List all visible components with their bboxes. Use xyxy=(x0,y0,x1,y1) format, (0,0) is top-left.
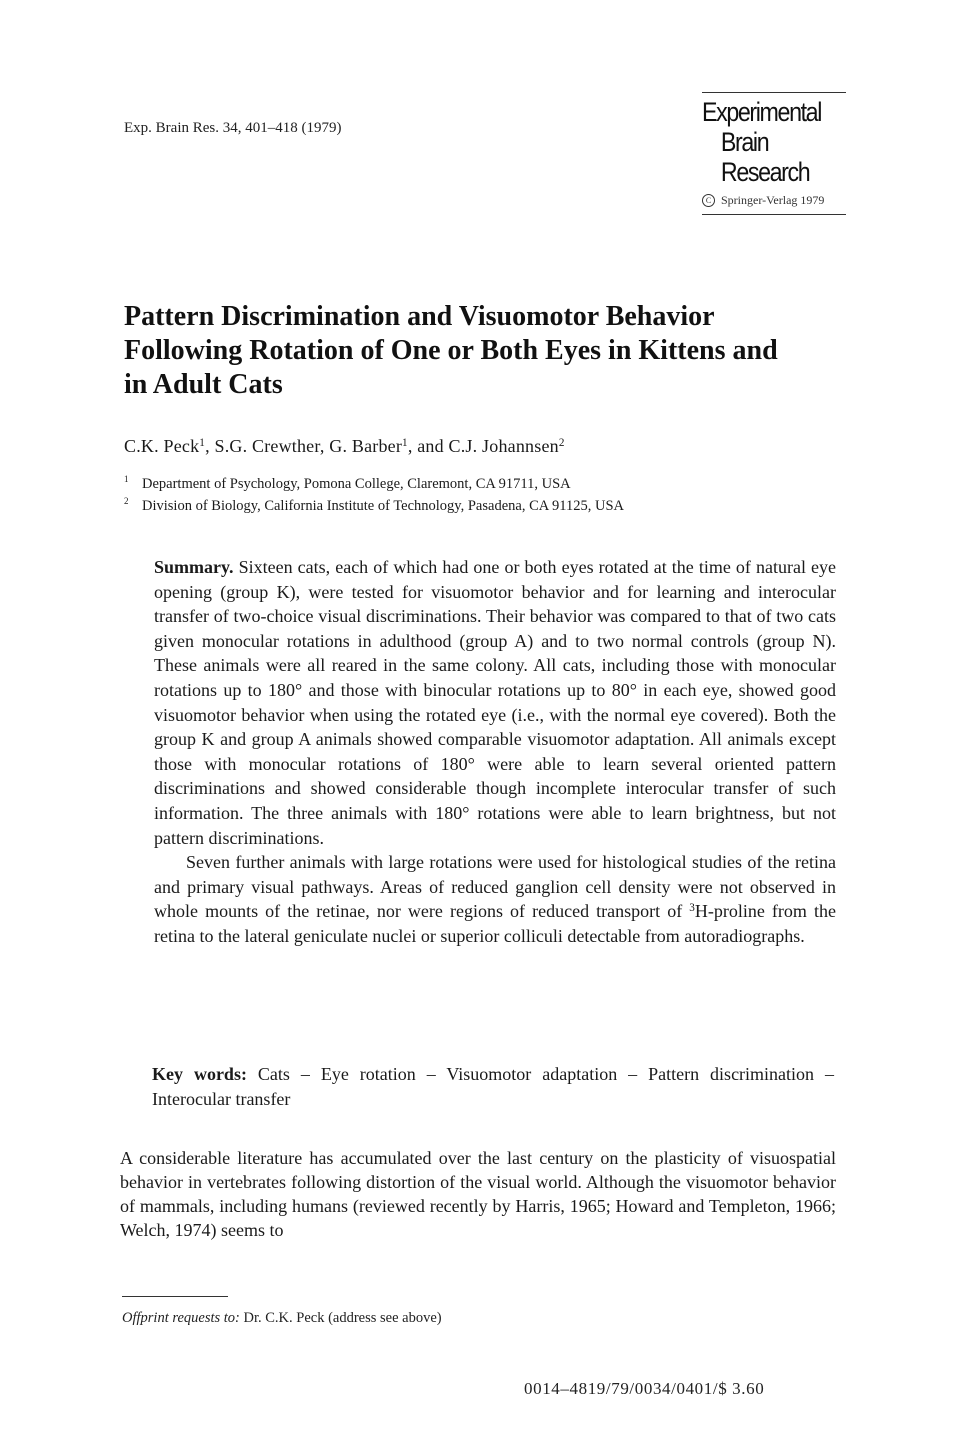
journal-name-line: Brain xyxy=(720,127,769,157)
author-list xyxy=(124,436,565,457)
title-line: in Adult Cats xyxy=(124,369,283,400)
copyright-line xyxy=(702,193,846,208)
isotope-superscript: 3 xyxy=(689,902,695,915)
journal-name-line: Experimental xyxy=(702,97,822,127)
author-name: C.J. Johannsen xyxy=(448,436,559,456)
footnote-rule xyxy=(122,1296,228,1297)
article-title xyxy=(124,300,864,402)
footnote-text: Dr. C.K. Peck (address see above) xyxy=(243,1310,442,1326)
affiliation-text: Department of Psychology, Pomona College, Claremont, CA 91711, USA xyxy=(142,476,571,492)
summary-text: Seven further animals with large rotations were used for histological studies of the retina and primary visual pathways. Areas of reduced ganglion cell density were not observed in whole mounts of the retinae, nor were regions of reduced transport of xyxy=(154,852,836,922)
author-affiliation-mark: 2 xyxy=(558,437,565,449)
author-separator: , xyxy=(205,436,215,456)
affiliation: $^1$ Department of Psychology, Pomona College, Claremont, CA 91711, USA xyxy=(124,474,571,492)
copyright-icon: C xyxy=(702,194,715,207)
author-separator: , xyxy=(319,436,330,456)
body-paragraph: A considerable literature has accumulated over the last century on the plasticity of visuospatial behavior in vertebrates following distortion of the visual world. Although the visuomotor behavior of mammals, including humans (reviewed recently by Harris, 1965; Howard and Templeton, 1966; Welch, 1974) seems to xyxy=(120,1148,836,1240)
keywords xyxy=(152,1062,834,1111)
title-line: Following Rotation of One or Both Eyes in Kittens and xyxy=(124,335,778,366)
keywords-label: Key words: xyxy=(152,1064,247,1084)
author-affiliation-mark: 1 xyxy=(199,437,206,449)
summary-paragraph xyxy=(154,555,836,850)
affiliation: $^2$ Division of Biology, California Institute of Technology, Pasadena, CA 91125, USA xyxy=(124,496,625,514)
author-separator: , and xyxy=(407,436,449,456)
journal-name xyxy=(702,97,826,187)
title-line: Pattern Discrimination and Visuomotor Behavior xyxy=(124,301,715,332)
abstract-summary xyxy=(154,555,836,949)
affiliation-list xyxy=(124,473,624,517)
journal-logo-block xyxy=(702,92,846,215)
keywords-text: Cats – Eye rotation – Visuomotor adaptation – Pattern discrimination – Interocular transfer xyxy=(152,1064,834,1109)
summary-label: Summary. xyxy=(154,557,234,577)
article-code: 0014–4819/79/0034/0401/$ 3.60 xyxy=(524,1379,765,1398)
affiliation-text: Division of Biology, California Institute of Technology, Pasadena, CA 91125, USA xyxy=(142,498,625,514)
journal-top-rule xyxy=(702,92,846,93)
offprint-footnote xyxy=(122,1310,442,1327)
summary-paragraph xyxy=(154,850,836,948)
author-name: G. Barber xyxy=(329,436,403,456)
journal-bottom-rule xyxy=(702,214,846,215)
journal-name-line: Research xyxy=(720,157,810,187)
author-name: C.K. Peck xyxy=(124,436,200,456)
journal-citation: Exp. Brain Res. 34, 401–418 (1979) xyxy=(124,120,342,136)
author-name: S.G. Crewther xyxy=(214,436,320,456)
summary-text: H-proline from the retina to the lateral geniculate nuclei or superior colliculi detectable from autoradiographs. xyxy=(154,901,836,946)
footnote-label: Offprint requests to: xyxy=(122,1310,240,1326)
summary-text: Sixteen cats, each of which had one or both eyes rotated at the time of natural eye opening (group K), were tested for visuomotor behavior and for learning and interocular transfer of two-choice visual discriminations. Their behavior was compared to that of two cats given monocular rotations in adulthood (group A) and to two normal controls (group N). These animals were all reared in the same colony. All cats, including those with monocular rotations up to 180° and those with binocular rotations up to 80° in each eye, showed good visuomotor behavior when using the rotated eye (i.e., with the normal eye covered). Both the group K and group A animals showed comparable visuomotor adaptation. All animals except those with monocular rotations of 180° were able to learn several oriented pattern discriminations and showed considerable though incomplete interocular transfer of such information. The three animals with 180° rotations were able to learn brightness, but not pattern discriminations. xyxy=(154,557,837,848)
author-affiliation-mark: 1 xyxy=(402,437,408,449)
copyright-text: Springer-Verlag 1979 xyxy=(721,193,825,207)
